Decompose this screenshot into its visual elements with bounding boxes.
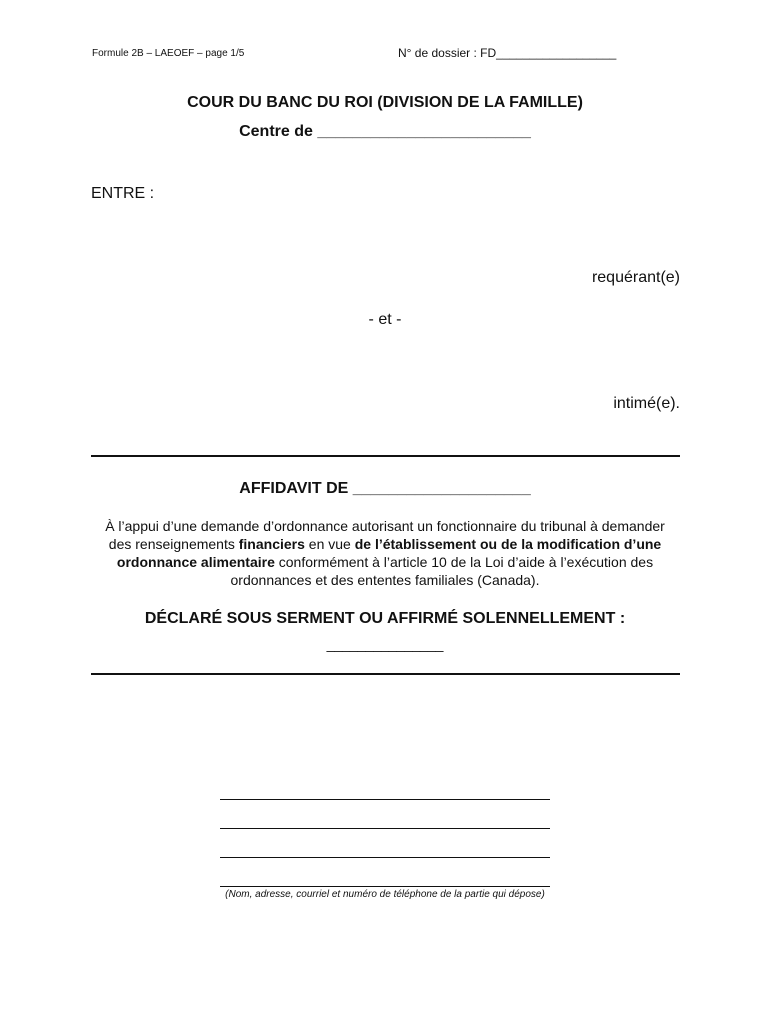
support-text-bold-financiers: financiers: [238, 536, 305, 552]
support-text-bold-purpose: de l’établissement ou de la modification d’une ordonnance alimentaire: [116, 536, 662, 570]
sworn-statement-title: DÉCLARÉ SOUS SERMENT OU AFFIRMÉ SOLENNELLEMENT :: [144, 610, 626, 627]
signature-caption: (Nom, adresse, courriel et numéro de téléphone de la partie qui dépose): [225, 889, 545, 900]
signature-line: [220, 857, 550, 858]
signature-line: [220, 799, 550, 800]
section-divider-top: [91, 455, 680, 457]
support-text-segment: en vue: [304, 536, 355, 552]
support-text-segment: À l’appui d’une demande d’ordonnance autorisant un fonctionnaire du tribunal à demander des renseignements: [105, 518, 665, 552]
affidavit-support-text: [100, 517, 670, 589]
court-title: COUR DU BANC DU ROI (DIVISION DE LA FAMILLE): [187, 94, 583, 111]
form-number-label: Formule 2B – LAEOEF – page 1/5: [92, 48, 245, 59]
section-divider-bottom: [91, 673, 680, 675]
court-centre-line: Centre de ________________________: [239, 123, 531, 140]
affidavit-title: AFFIDAVIT DE ____________________: [239, 480, 531, 497]
applicant-role-label: requérant(e): [591, 269, 680, 286]
between-label: ENTRE :: [91, 185, 155, 202]
signature-line: [220, 886, 550, 887]
file-number-field: N° de dossier : FD__________________: [398, 46, 617, 60]
sworn-blank-line: _______________: [326, 636, 444, 652]
signature-line: [220, 828, 550, 829]
respondent-role-label: intimé(e).: [613, 395, 680, 412]
support-text-segment: conformément à l’article 10 de la Loi d’aide à l’exécution des ordonnances et des ententes familiales (Canada).: [230, 554, 654, 588]
and-label: - et -: [368, 311, 402, 328]
